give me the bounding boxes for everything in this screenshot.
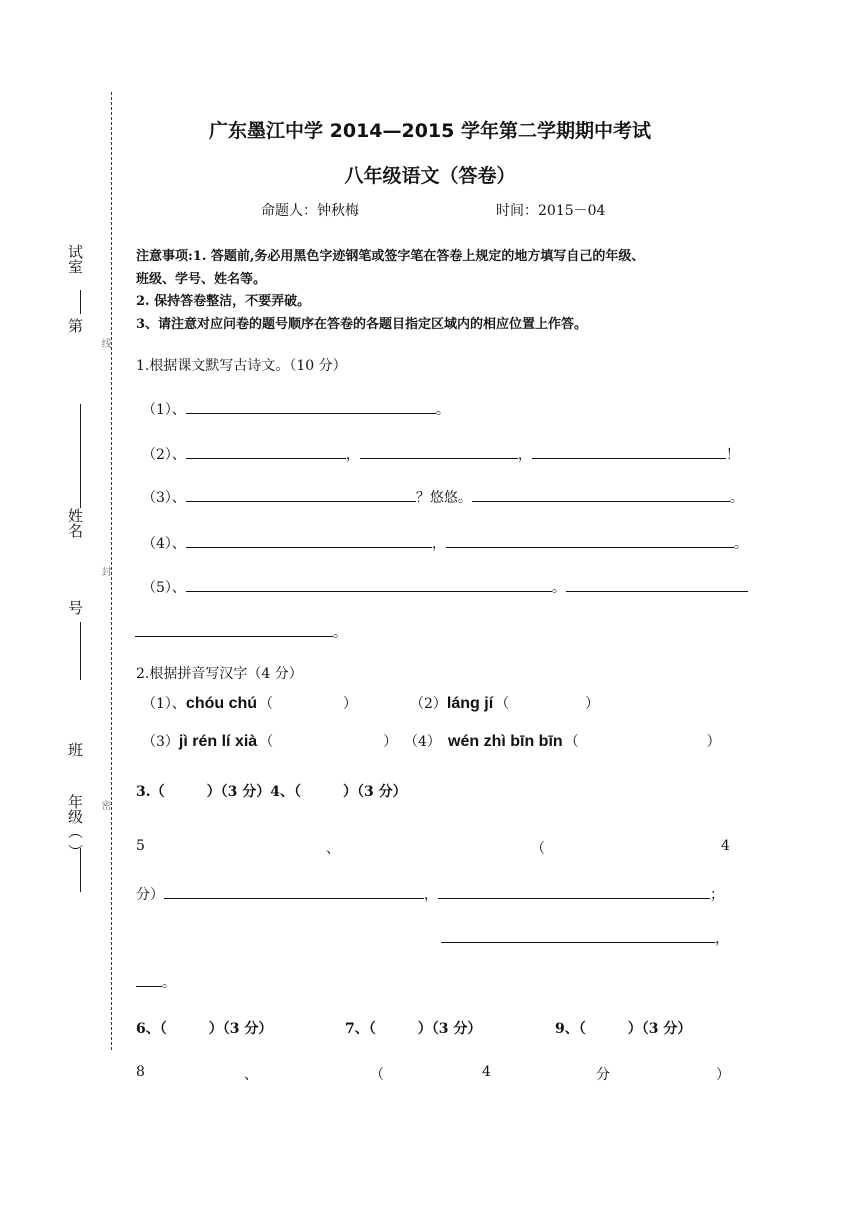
q2-item-2-lparen: （ (495, 696, 510, 712)
side-blank-room[interactable] (80, 290, 81, 314)
q2-item-1-lparen: （ (259, 696, 274, 712)
q2-item-4-pinyin: wén zhì bīn bīn (448, 733, 563, 750)
q1-item-5-blank-1[interactable] (186, 577, 552, 592)
q5-four: 4 (721, 838, 730, 854)
side-label-di: 第 (66, 318, 84, 333)
q6-line: 6、（ ）（3 分） (136, 1021, 273, 1037)
q1-item-4-label: （4）、 (142, 536, 186, 552)
q1-item-5-label: （5）、 (142, 580, 186, 596)
q1-item-2-blank-2[interactable] (360, 444, 518, 459)
q8-four: 4 (482, 1064, 491, 1080)
q8-number: 8 (136, 1064, 145, 1080)
q1-item-4-blank-1[interactable] (186, 533, 432, 548)
notes-line-3: 2. 保持答卷整洁，不要弄破。 (136, 294, 311, 309)
side-blank-grade[interactable] (80, 848, 81, 892)
q1-item-2-end: ！ (725, 447, 740, 463)
q2-item-1-pinyin: chóu chú (185, 695, 258, 712)
seal-label-xian: 线 (99, 338, 110, 348)
q2-item-2-label: （2） (410, 696, 447, 712)
side-label-grade: 年级（ ） (66, 794, 84, 859)
q8-lparen: （ (370, 1067, 384, 1083)
q5-end: 。 (162, 975, 176, 991)
q2-item-3-rparen: ） (383, 734, 398, 750)
q9-line: 9、（ ）（3 分） (555, 1021, 692, 1037)
q5-blank-2[interactable] (438, 884, 710, 899)
side-blank-number[interactable] (80, 622, 81, 680)
q2-item-1-rparen: ） (343, 696, 358, 712)
q1-item-2-comma-1: ， (345, 447, 360, 463)
q1-item-4-blank-2[interactable] (446, 533, 734, 548)
side-label-ban: 班 (66, 742, 84, 757)
seal-label-mi: 密 (99, 800, 110, 810)
q1-item-3-mid: ？悠悠。 (415, 490, 472, 506)
q1-item-4-end: 。 (733, 536, 748, 552)
side-label-shishi: 试室 (66, 244, 84, 274)
q5-number: 5 (136, 838, 145, 854)
q2-item-1-label: （1）、 (142, 696, 186, 712)
q1-item-5-blank-2[interactable] (566, 577, 748, 592)
q8-dun: 、 (244, 1067, 258, 1083)
q2-item-2-rparen: ） (585, 696, 600, 712)
q5-dun: 、 (326, 841, 340, 857)
q2-item-3-lparen: （ (259, 734, 274, 750)
q2-heading: 2.根据拼音写汉字（4 分） (136, 666, 303, 682)
notes-line-4: 3、请注意对应问卷的题号顺序在答卷的各题目指定区域内的相应位置上作答。 (136, 317, 588, 332)
q1-item-2-comma-2: ， (517, 447, 532, 463)
q1-item-4-comma: ， (431, 536, 446, 552)
q1-item-3-end: 。 (729, 490, 744, 506)
q1-item-1-end: 。 (435, 402, 450, 418)
q5-blank-1[interactable] (164, 884, 424, 899)
q5-semicolon: ； (710, 887, 724, 903)
page-subtitle: 八年级语文（答卷） (344, 165, 516, 187)
q1-item-5-blank-3[interactable] (135, 622, 333, 637)
seal-label-feng: 封 (99, 566, 110, 576)
q7-line: 7、（ ）（3 分） (345, 1021, 482, 1037)
side-label-name: 姓名 (66, 508, 84, 538)
q2-item-4-rparen: ） (706, 734, 721, 750)
q1-item-2-label: （2）、 (142, 447, 186, 463)
q1-item-3-blank-2[interactable] (472, 487, 730, 502)
q2-item-3-pinyin: jì rén lí xià (178, 733, 258, 750)
q1-item-3-blank-1[interactable] (186, 487, 416, 502)
notes-line-2: 班级、学号、姓名等。 (136, 272, 267, 287)
side-label-hao: 号 (66, 600, 84, 615)
q8-rparen: ） (716, 1067, 730, 1083)
notes-line-1: 注意事项:1. 答题前,务必用黑色字迹钢笔或签字笔在答卷上规定的地方填写自己的年级、 (136, 249, 645, 264)
q5-comma-2: ， (715, 931, 729, 947)
q2-item-3-label: （3） (142, 734, 179, 750)
q1-item-1-blank[interactable] (186, 399, 436, 414)
q3-q4-line: 3.（ ）（3 分）4、（ ）（3 分） (136, 784, 407, 800)
q5-fen: 分） (136, 887, 164, 903)
q1-item-2-blank-3[interactable] (532, 444, 726, 459)
q2-item-4-label: （4） (404, 734, 441, 750)
q1-item-2-blank-1[interactable] (186, 444, 346, 459)
page-title: 广东墨江中学 2014—2015 学年第二学期期中考试 (209, 120, 651, 142)
q5-comma: ， (424, 887, 438, 903)
q1-item-5-end: 。 (333, 625, 347, 641)
author-label: 命题人：钟秋梅 (261, 203, 359, 219)
q1-heading: 1.根据课文默写古诗文。（10 分） (136, 358, 347, 374)
side-blank-name[interactable] (80, 404, 81, 508)
q8-fen: 分 (596, 1067, 610, 1083)
q1-item-3-label: （3）、 (142, 490, 186, 506)
q1-item-1-label: （1）、 (142, 402, 186, 418)
time-label: 时间：2015－04 (496, 203, 606, 219)
q2-item-2-pinyin: láng jí (446, 695, 494, 712)
q5-blank-4[interactable] (136, 972, 162, 987)
q1-item-5-period: 。 (551, 580, 566, 596)
q5-blank-3[interactable] (441, 928, 715, 943)
q2-item-4-lparen: （ (564, 734, 579, 750)
q5-lparen: （ (531, 841, 545, 857)
